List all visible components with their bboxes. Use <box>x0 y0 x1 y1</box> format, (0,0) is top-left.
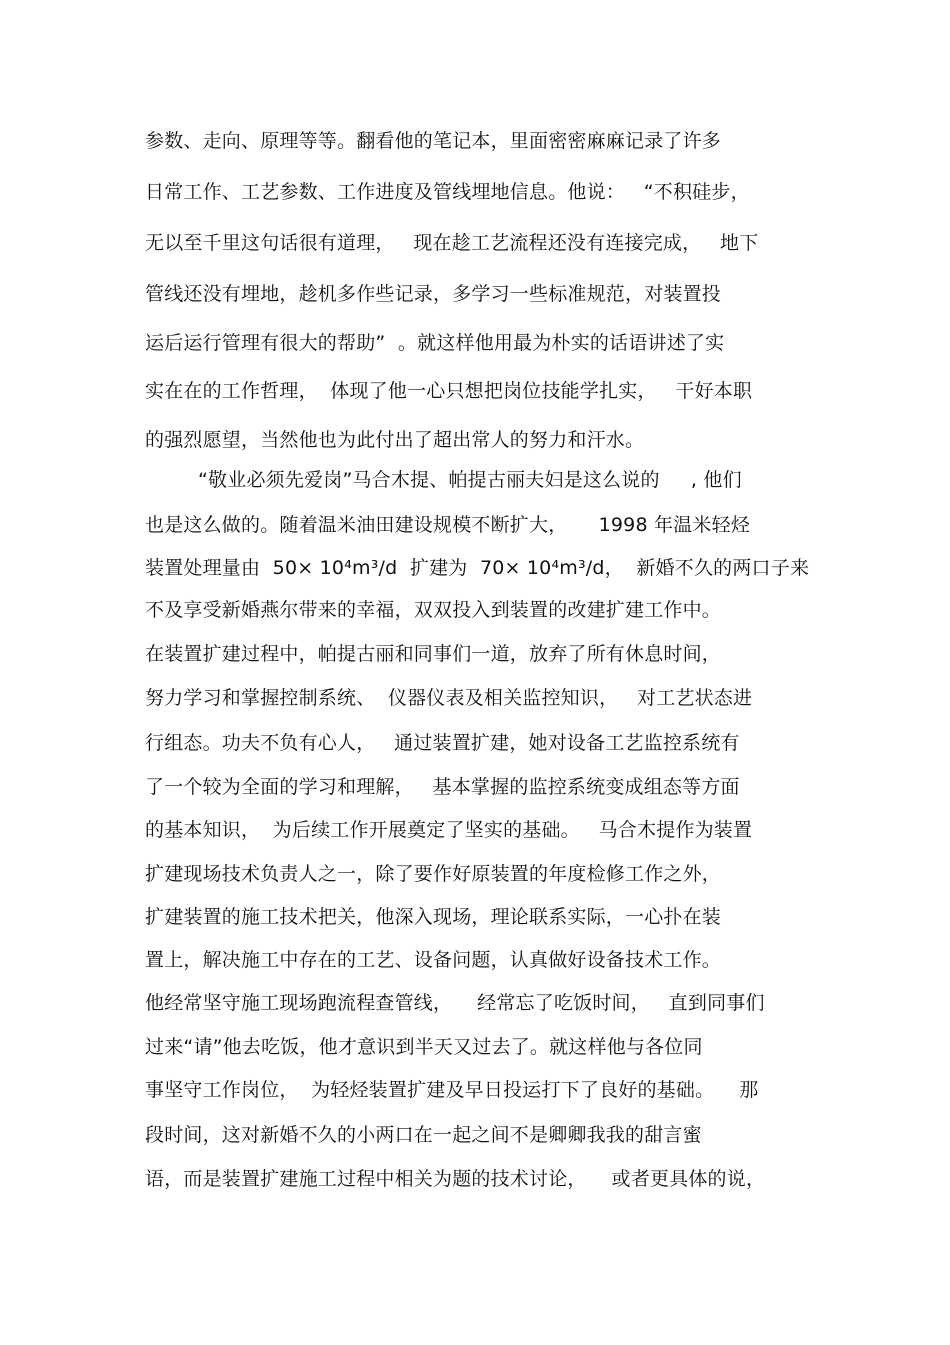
text-line: 他经常坚守施工现场跑流程查管线， 经常忘了吃饭时间， 直到同事们 <box>145 992 765 1014</box>
text-line: 参数、走向、原理等等。翻看他的笔记本，里面密密麻麻记录了许多 <box>145 130 722 152</box>
text-line: 装置处理量由 50× 10⁴m³/d 扩建为 70× 10⁴m³/d， 新婚不久的两口子来 <box>145 557 810 579</box>
paragraph-first-line: “敬业必须先爱岗”马合木提、帕提古丽夫妇是这么说的 , 他们 <box>198 469 742 491</box>
text-line: 段时间，这对新婚不久的小两口在一起之间不是卿卿我我的甜言蜜 <box>145 1124 702 1146</box>
text-line: 也是这么做的。随着温米油田建设规模不断扩大， 1998 年温米轻烃 <box>145 514 750 536</box>
text-line: 置上，解决施工中存在的工艺、设备问题，认真做好设备技术工作。 <box>145 949 722 971</box>
text-line: 语，而是装置扩建施工过程中相关为题的技术讨论， 或者更具体的说， <box>145 1168 766 1190</box>
text-line: 过来“请”他去吃饭，他才意识到半天又过去了。就这样他与各位同 <box>145 1036 703 1058</box>
text-line: 的基本知识， 为后续工作开展奠定了坚实的基础。 马合木提作为装置 <box>145 819 753 841</box>
text-line: 的强烈愿望，当然他也为此付出了超出常人的努力和汗水。 <box>145 429 645 451</box>
text-line: 运后运行管理有很大的帮助” 。就这样他用最为朴实的话语讲述了实 <box>145 332 725 354</box>
text-line: 在装置扩建过程中，帕提古丽和同事们一道，放弃了所有休息时间， <box>145 643 722 665</box>
text-line: 事坚守工作岗位， 为轻烃装置扩建及早日投运打下了良好的基础。 那 <box>145 1079 759 1101</box>
text-line: 了一个较为全面的学习和理解， 基本掌握的监控系统变成组态等方面 <box>145 776 740 798</box>
text-line: 扩建装置的施工技术把关，他深入现场，理论联系实际，一心扑在装 <box>145 906 722 928</box>
text-line: 管线还没有埋地，趁机多作些记录，多学习一些标准规范，对装置投 <box>145 283 722 305</box>
text-line: 不及享受新婚燕尔带来的幸福，双双投入到装置的改建扩建工作中。 <box>145 599 722 621</box>
text-line: 努力学习和掌握控制系统、 仪器仪表及相关监控知识， 对工艺状态进 <box>145 687 753 709</box>
text-line: 扩建现场技术负责人之一，除了要作好原装置的年度检修工作之外， <box>145 863 722 885</box>
text-line: 实在在的工作哲理， 体现了他一心只想把岗位技能学扎实， 干好本职 <box>145 380 753 402</box>
text-line: 无以至千里这句话很有道理， 现在趁工艺流程还没有连接完成， 地下 <box>145 232 759 254</box>
text-line: 行组态。功夫不负有心人， 通过装置扩建，她对设备工艺监控系统有 <box>145 732 740 754</box>
text-line: 日常工作、工艺参数、工作进度及管线埋地信息。他说： “不积硅步， <box>145 181 750 203</box>
